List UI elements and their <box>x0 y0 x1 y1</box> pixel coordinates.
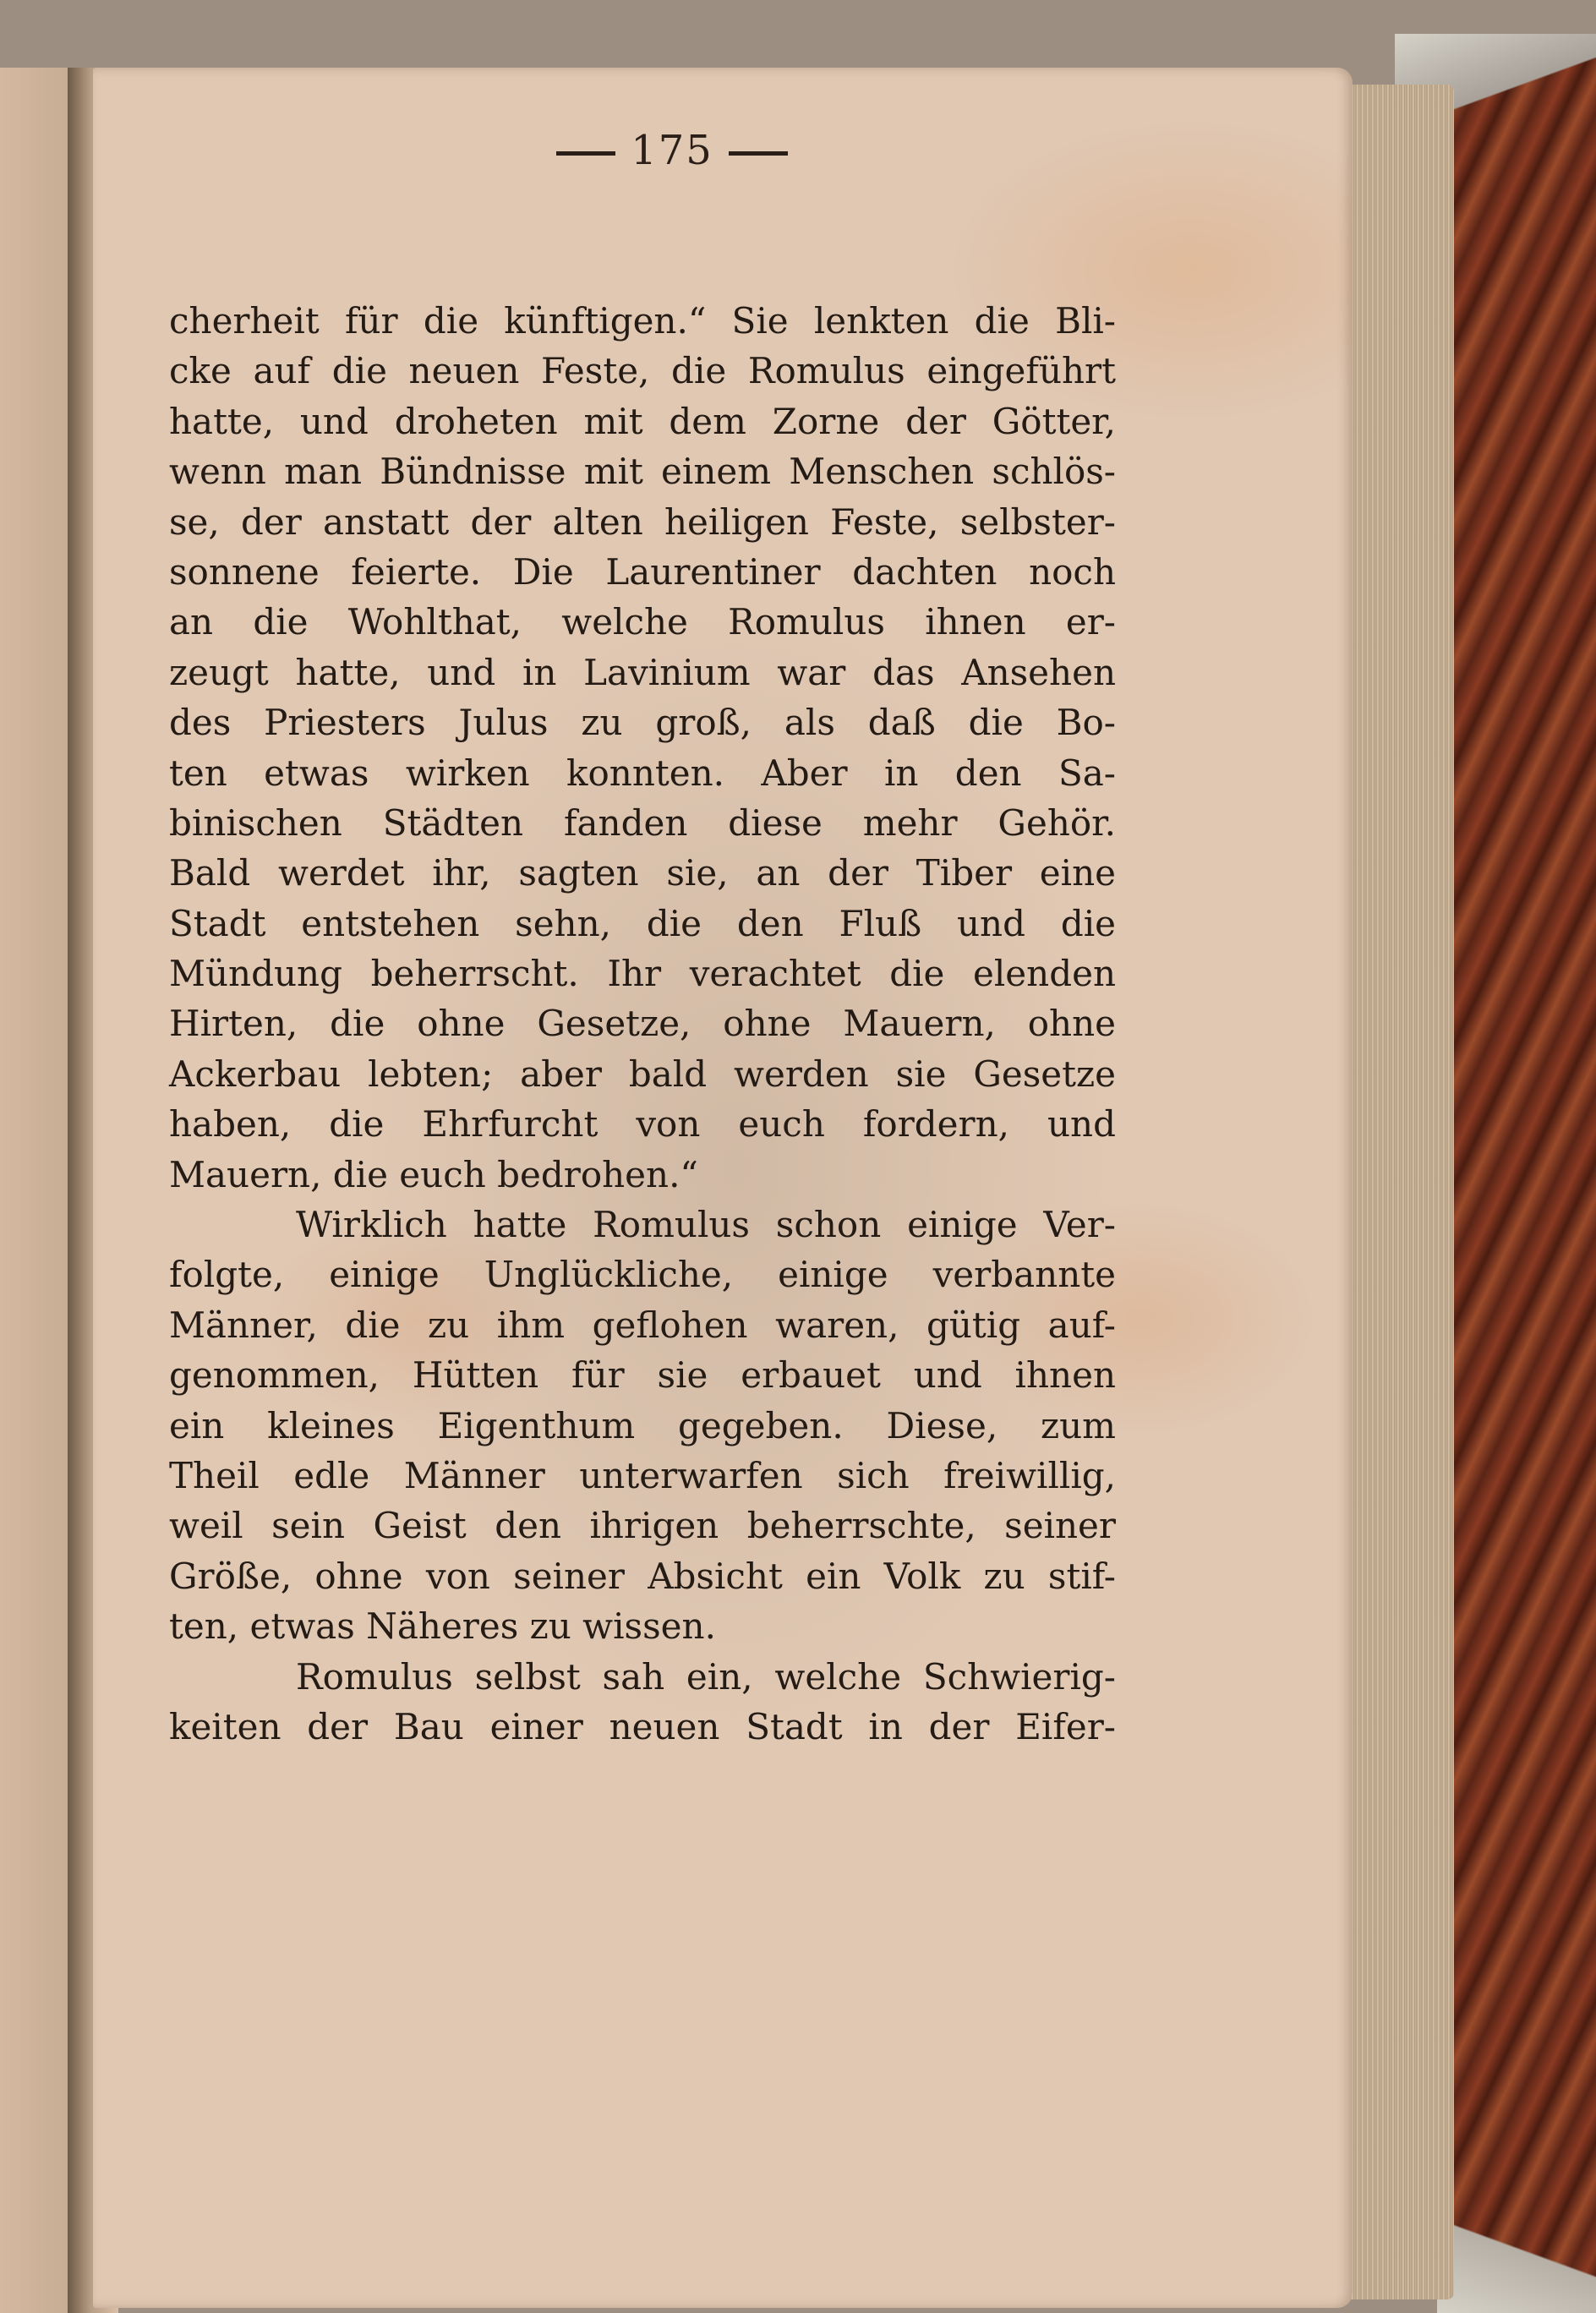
text-line: hatte, und droheten mit dem Zorne der Götter, <box>169 400 1116 442</box>
text-line: Stadt entstehen sehn, die den Fluß und die <box>169 902 1116 944</box>
body-text <box>169 296 1116 1752</box>
text-line: folgte, einige Unglückliche, einige verbannte <box>169 1254 1116 1296</box>
text-line: Größe, ohne von seiner Absicht ein Volk zu stif- <box>169 1555 1116 1597</box>
text-line: zeugt hatte, und in Lavinium war das Ansehen <box>169 651 1116 693</box>
text-line: Theil edle Männer unterwarfen sich freiwillig, <box>169 1454 1116 1496</box>
page-number-dash-right <box>729 151 788 156</box>
text-line: se, der anstatt der alten heiligen Feste, selbster- <box>169 500 1116 543</box>
text-line: Bald werdet ihr, sagten sie, an der Tiber eine <box>169 852 1116 894</box>
cover-corner-bottom <box>1437 2164 1596 2313</box>
text-line: wenn man Bündnisse mit einem Menschen schlös- <box>169 451 1116 493</box>
text-line: keiten der Bau einer neuen Stadt in der Eifer- <box>169 1705 1116 1747</box>
text-line: Mauern, die euch bedrohen.“ <box>169 1153 698 1195</box>
text-line: Wirklich hatte Romulus schon einige Ver- <box>296 1204 1116 1246</box>
text-line: sonnene feierte. Die Laurentiner dachten noch <box>169 550 1116 593</box>
facing-page <box>0 68 69 2313</box>
text-line: Ackerbau lebten; aber bald werden sie Gesetze <box>169 1053 1116 1095</box>
text-line: an die Wohlthat, welche Romulus ihnen er- <box>169 601 1116 643</box>
text-line: Männer, die zu ihm geflohen waren, gütig auf- <box>169 1304 1116 1346</box>
text-line: ten etwas wirken konnten. Aber in den Sa- <box>169 752 1116 794</box>
text-line: binischen Städten fanden diese mehr Gehör. <box>169 801 1116 844</box>
text-line: Hirten, die ohne Gesetze, ohne Mauern, ohne <box>169 1003 1116 1045</box>
text-line: Mündung beherrscht. Ihr verachtet die elenden <box>169 953 1116 995</box>
text-line: ein kleines Eigenthum gegeben. Diese, zum <box>169 1404 1116 1446</box>
text-line: cherheit für die künftigen.“ Sie lenkten die Bli- <box>169 300 1116 342</box>
text-line: des Priesters Julus zu groß, als daß die Bo- <box>169 702 1116 744</box>
text-line: Romulus selbst sah ein, welche Schwierig- <box>296 1655 1116 1698</box>
page-number <box>0 127 1344 174</box>
text-line: haben, die Ehrfurcht von euch fordern, und <box>169 1103 1116 1146</box>
text-line: weil sein Geist den ihrigen beherrschte, seiner <box>169 1505 1116 1547</box>
text-line: genommen, Hütten für sie erbauet und ihnen <box>169 1354 1116 1397</box>
text-line: cke auf die neuen Feste, die Romulus eingeführt <box>169 350 1116 392</box>
page-number-value: 175 <box>631 127 713 174</box>
book-cover <box>1437 34 1596 2308</box>
page-edges <box>1344 85 1454 2299</box>
text-line: ten, etwas Näheres zu wissen. <box>169 1605 716 1648</box>
page-number-dash-left <box>556 151 615 156</box>
